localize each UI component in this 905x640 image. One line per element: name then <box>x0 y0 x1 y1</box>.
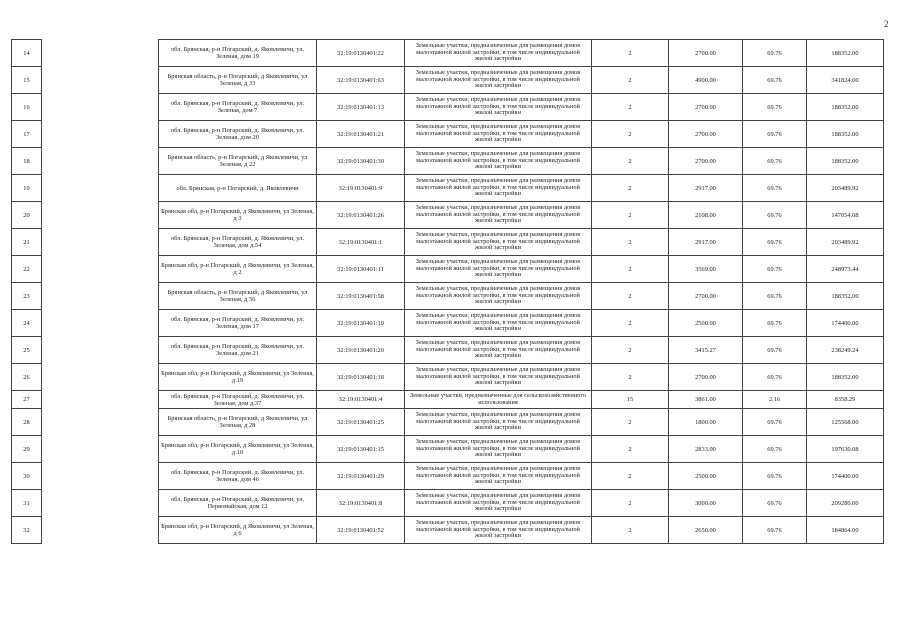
cadastral-number-cell: 32:19:0130401:4 <box>317 391 405 409</box>
land-use-cell: Земельные участки, предназначенные для размещения домов малоэтажной жилой застройки, в том числе индивидуальной жилой застройки <box>405 229 592 256</box>
address-cell: обл. Брянская, р-н Погарский, д. Яковлевичи, ул. Зеленая, дом д.54 <box>159 229 317 256</box>
address-cell: обл. Брянская, р-н Погарский, д. Яковлевичи, ул. Зеленая, дом 17 <box>159 310 317 337</box>
address-cell: обл. Брянская, р-н Погарский, д. Яковлевичи, ул. Зеленая, дом 20 <box>159 121 317 148</box>
blank-cell <box>42 40 159 67</box>
address-cell: обл. Брянская, р-н Погарский, д. Яковлевичи, ул. Зеленая, дом 7 <box>159 94 317 121</box>
cadastral-value-cell: 188352.00 <box>807 94 884 121</box>
blank-cell <box>42 229 159 256</box>
rate-cell: 69.76 <box>743 121 807 148</box>
area-cell: 2700.00 <box>669 148 743 175</box>
cadastral-number-cell: 32:19:0130401:1 <box>317 229 405 256</box>
land-plot-table <box>11 39 884 544</box>
row-number-cell: 31 <box>12 490 42 517</box>
cadastral-number-cell: 32:19:0130401:26 <box>317 202 405 229</box>
land-use-cell: Земельные участки, предназначенные для размещения домов малоэтажной жилой застройки, в том числе индивидуальной жилой застройки <box>405 436 592 463</box>
table-row <box>12 40 884 67</box>
use-code-cell: 2 <box>592 175 669 202</box>
use-code-cell: 2 <box>592 310 669 337</box>
use-code-cell: 2 <box>592 229 669 256</box>
use-code-cell: 2 <box>592 121 669 148</box>
use-code-cell: 2 <box>592 517 669 544</box>
cadastral-number-cell: 32:19:0130401:15 <box>317 436 405 463</box>
table-row <box>12 148 884 175</box>
blank-cell <box>42 490 159 517</box>
cadastral-value-cell: 174400.00 <box>807 310 884 337</box>
address-cell: обл. Брянская, р-н Погарский, д. Яковлевичи <box>159 175 317 202</box>
area-cell: 2917.00 <box>669 175 743 202</box>
table-row <box>12 409 884 436</box>
rate-cell: 69.76 <box>743 202 807 229</box>
rate-cell: 69.76 <box>743 175 807 202</box>
cadastral-value-cell: 188352.00 <box>807 148 884 175</box>
rate-cell: 69.76 <box>743 517 807 544</box>
table-row <box>12 256 884 283</box>
row-number-cell: 17 <box>12 121 42 148</box>
row-number-cell: 24 <box>12 310 42 337</box>
land-use-cell: Земельные участки, предназначенные для сельскохозяйственного использования <box>405 391 592 409</box>
area-cell: 2700.00 <box>669 364 743 391</box>
address-cell: Брянская обл, р-н Погарский, д Яковлевичи, ул Зеленая, д 19 <box>159 364 317 391</box>
blank-cell <box>42 94 159 121</box>
area-cell: 2700.00 <box>669 94 743 121</box>
area-cell: 2108.00 <box>669 202 743 229</box>
row-number-cell: 22 <box>12 256 42 283</box>
cadastral-number-cell: 32:19:0130401:29 <box>317 463 405 490</box>
cadastral-number-cell: 32:19:0130401:30 <box>317 148 405 175</box>
blank-cell <box>42 202 159 229</box>
rate-cell: 69.76 <box>743 283 807 310</box>
row-number-cell: 30 <box>12 463 42 490</box>
rate-cell: 69.76 <box>743 256 807 283</box>
cadastral-value-cell: 203489.92 <box>807 229 884 256</box>
address-cell: Брянская обл, р-н Погарский, д Яковлевичи, ул Зеленая, д 3 <box>159 202 317 229</box>
use-code-cell: 2 <box>592 202 669 229</box>
area-cell: 3861.00 <box>669 391 743 409</box>
row-number-cell: 32 <box>12 517 42 544</box>
address-cell: Брянская обл, р-н Погарский, д Яковлевичи, ул Зеленая, д 10 <box>159 436 317 463</box>
address-cell: обл. Брянская, р-н Погарский, д. Яковлевичи, ул. Зеленая, дом 19 <box>159 40 317 67</box>
address-cell: Брянская область, р-н Погарский, д Яковлевичи, ул Зеленая, д 56 <box>159 283 317 310</box>
cadastral-number-cell: 32:19:0130401:22 <box>317 40 405 67</box>
cadastral-number-cell: 32:19:0130401:8 <box>317 490 405 517</box>
cadastral-value-cell: 184864.00 <box>807 517 884 544</box>
use-code-cell: 2 <box>592 94 669 121</box>
blank-cell <box>42 310 159 337</box>
area-cell: 3415.27 <box>669 337 743 364</box>
address-cell: Брянская обл, р-н Погарский, д Яковлевичи, ул Зеленая, д 2 <box>159 256 317 283</box>
table-row <box>12 67 884 94</box>
rate-cell: 69.76 <box>743 463 807 490</box>
cadastral-number-cell: 32:19:0130401:20 <box>317 337 405 364</box>
cadastral-number-cell: 32:19:0130401:19 <box>317 310 405 337</box>
area-cell: 1800.00 <box>669 409 743 436</box>
rate-cell: 69.76 <box>743 337 807 364</box>
table-row <box>12 436 884 463</box>
cadastral-number-cell: 32:19:0130401:52 <box>317 517 405 544</box>
address-cell: обл. Брянская, р-н Погарский, д. Яковлевичи, ул. Зеленая, дом 21 <box>159 337 317 364</box>
row-number-cell: 16 <box>12 94 42 121</box>
cadastral-value-cell: 174400.00 <box>807 463 884 490</box>
cadastral-value-cell: 147054.08 <box>807 202 884 229</box>
use-code-cell: 2 <box>592 283 669 310</box>
row-number-cell: 21 <box>12 229 42 256</box>
area-cell: 2500.00 <box>669 463 743 490</box>
address-cell: обл. Брянская, р-н Погарский, д. Яковлевичи, ул. Первомайская, дом 12 <box>159 490 317 517</box>
address-cell: обл. Брянская, р-н Погарский, д. Яковлевичи, ул. Зеленая, дом д.37 <box>159 391 317 409</box>
rate-cell: 69.76 <box>743 490 807 517</box>
blank-cell <box>42 175 159 202</box>
land-use-cell: Земельные участки, предназначенные для размещения домов малоэтажной жилой застройки, в том числе индивидуальной жилой застройки <box>405 175 592 202</box>
rate-cell: 69.76 <box>743 364 807 391</box>
area-cell: 2700.00 <box>669 283 743 310</box>
address-cell: Брянская область, р-н Погарский, д Яковлевичи, ул Зеленая, д 33 <box>159 67 317 94</box>
table-row <box>12 202 884 229</box>
rate-cell: 69.76 <box>743 436 807 463</box>
rate-cell: 69.76 <box>743 40 807 67</box>
blank-cell <box>42 364 159 391</box>
row-number-cell: 20 <box>12 202 42 229</box>
table-row <box>12 337 884 364</box>
area-cell: 3569.00 <box>669 256 743 283</box>
blank-cell <box>42 67 159 94</box>
cadastral-value-cell: 209280.00 <box>807 490 884 517</box>
land-use-cell: Земельные участки, предназначенные для размещения домов малоэтажной жилой застройки, в том числе индивидуальной жилой застройки <box>405 94 592 121</box>
row-number-cell: 27 <box>12 391 42 409</box>
table-row <box>12 283 884 310</box>
area-cell: 2917.00 <box>669 229 743 256</box>
use-code-cell: 2 <box>592 67 669 94</box>
area-cell: 2500.00 <box>669 310 743 337</box>
cadastral-number-cell: 32:19:0130401:21 <box>317 121 405 148</box>
rate-cell: 69.76 <box>743 67 807 94</box>
land-use-cell: Земельные участки, предназначенные для размещения домов малоэтажной жилой застройки, в том числе индивидуальной жилой застройки <box>405 148 592 175</box>
area-cell: 3000.00 <box>669 490 743 517</box>
table-row <box>12 490 884 517</box>
cadastral-number-cell: 32:19:0130401:25 <box>317 409 405 436</box>
blank-cell <box>42 463 159 490</box>
cadastral-number-cell: 32:19:0130401:58 <box>317 283 405 310</box>
land-use-cell: Земельные участки, предназначенные для размещения домов малоэтажной жилой застройки, в том числе индивидуальной жилой застройки <box>405 310 592 337</box>
land-use-cell: Земельные участки, предназначенные для размещения домов малоэтажной жилой застройки, в том числе индивидуальной жилой застройки <box>405 364 592 391</box>
cadastral-value-cell: 203489.92 <box>807 175 884 202</box>
cadastral-value-cell: 248973.44 <box>807 256 884 283</box>
address-cell: Брянская область, р-н Погарский, д Яковлевичи, ул Зеленая, д 22 <box>159 148 317 175</box>
rate-cell: 69.76 <box>743 310 807 337</box>
rate-cell: 69.76 <box>743 148 807 175</box>
table-row <box>12 391 884 409</box>
land-use-cell: Земельные участки, предназначенные для размещения домов малоэтажной жилой застройки, в том числе индивидуальной жилой застройки <box>405 409 592 436</box>
use-code-cell: 15 <box>592 391 669 409</box>
use-code-cell: 2 <box>592 148 669 175</box>
table-body <box>12 40 884 544</box>
area-cell: 2700.00 <box>669 40 743 67</box>
cadastral-number-cell: 32:19:0130401:18 <box>317 364 405 391</box>
blank-cell <box>42 517 159 544</box>
use-code-cell: 2 <box>592 436 669 463</box>
cadastral-value-cell: 188352.00 <box>807 283 884 310</box>
cadastral-number-cell: 32:19:0130401:13 <box>317 94 405 121</box>
rate-cell: 69.76 <box>743 409 807 436</box>
row-number-cell: 14 <box>12 40 42 67</box>
table-row <box>12 94 884 121</box>
use-code-cell: 2 <box>592 409 669 436</box>
row-number-cell: 28 <box>12 409 42 436</box>
address-cell: Брянская область, р-н Погарский, д Яковлевичи, ул Зеленая, д 28 <box>159 409 317 436</box>
blank-cell <box>42 391 159 409</box>
row-number-cell: 25 <box>12 337 42 364</box>
page-number: 2 <box>884 19 889 29</box>
land-use-cell: Земельные участки, предназначенные для размещения домов малоэтажной жилой застройки, в том числе индивидуальной жилой застройки <box>405 283 592 310</box>
cadastral-value-cell: 197630.08 <box>807 436 884 463</box>
land-use-cell: Земельные участки, предназначенные для размещения домов малоэтажной жилой застройки, в том числе индивидуальной жилой застройки <box>405 256 592 283</box>
cadastral-value-cell: 188352.00 <box>807 121 884 148</box>
land-use-cell: Земельные участки, предназначенные для размещения домов малоэтажной жилой застройки, в том числе индивидуальной жилой застройки <box>405 337 592 364</box>
row-number-cell: 15 <box>12 67 42 94</box>
cadastral-number-cell: 32:19:0130401:63 <box>317 67 405 94</box>
cadastral-value-cell: 188352.00 <box>807 40 884 67</box>
table-row <box>12 175 884 202</box>
cadastral-value-cell: 188352.00 <box>807 364 884 391</box>
area-cell: 2700.00 <box>669 121 743 148</box>
area-cell: 4900.00 <box>669 67 743 94</box>
use-code-cell: 2 <box>592 490 669 517</box>
blank-cell <box>42 121 159 148</box>
cadastral-number-cell: 32:19:0130401:11 <box>317 256 405 283</box>
table-row <box>12 364 884 391</box>
blank-cell <box>42 337 159 364</box>
rate-cell: 69.76 <box>743 94 807 121</box>
blank-cell <box>42 283 159 310</box>
table-row <box>12 310 884 337</box>
area-cell: 2650.00 <box>669 517 743 544</box>
land-use-cell: Земельные участки, предназначенные для размещения домов малоэтажной жилой застройки, в том числе индивидуальной жилой застройки <box>405 517 592 544</box>
row-number-cell: 23 <box>12 283 42 310</box>
cadastral-value-cell: 238249.24 <box>807 337 884 364</box>
land-use-cell: Земельные участки, предназначенные для размещения домов малоэтажной жилой застройки, в том числе индивидуальной жилой застройки <box>405 490 592 517</box>
cadastral-value-cell: 341824.00 <box>807 67 884 94</box>
table-row <box>12 463 884 490</box>
table-row <box>12 121 884 148</box>
use-code-cell: 2 <box>592 337 669 364</box>
row-number-cell: 18 <box>12 148 42 175</box>
address-cell: обл. Брянская, р-н Погарский, д. Яковлевичи, ул. Зеленая, дом 46 <box>159 463 317 490</box>
row-number-cell: 26 <box>12 364 42 391</box>
blank-cell <box>42 256 159 283</box>
rate-cell: 69.76 <box>743 229 807 256</box>
address-cell: Брянская обл, р-н Погарский, д Яковлевичи, ул Зеленая, д 6 <box>159 517 317 544</box>
area-cell: 2833.00 <box>669 436 743 463</box>
rate-cell: 2.16 <box>743 391 807 409</box>
table-row <box>12 229 884 256</box>
cadastral-value-cell: 125568.00 <box>807 409 884 436</box>
use-code-cell: 2 <box>592 364 669 391</box>
row-number-cell: 19 <box>12 175 42 202</box>
blank-cell <box>42 409 159 436</box>
land-use-cell: Земельные участки, предназначенные для размещения домов малоэтажной жилой застройки, в том числе индивидуальной жилой застройки <box>405 67 592 94</box>
use-code-cell: 2 <box>592 463 669 490</box>
row-number-cell: 29 <box>12 436 42 463</box>
land-use-cell: Земельные участки, предназначенные для размещения домов малоэтажной жилой застройки, в том числе индивидуальной жилой застройки <box>405 40 592 67</box>
land-use-cell: Земельные участки, предназначенные для размещения домов малоэтажной жилой застройки, в том числе индивидуальной жилой застройки <box>405 463 592 490</box>
cadastral-value-cell: 8358.29 <box>807 391 884 409</box>
blank-cell <box>42 148 159 175</box>
use-code-cell: 2 <box>592 40 669 67</box>
land-use-cell: Земельные участки, предназначенные для размещения домов малоэтажной жилой застройки, в том числе индивидуальной жилой застройки <box>405 121 592 148</box>
use-code-cell: 2 <box>592 256 669 283</box>
blank-cell <box>42 436 159 463</box>
cadastral-number-cell: 32:19:0130401:9 <box>317 175 405 202</box>
table-row <box>12 517 884 544</box>
land-use-cell: Земельные участки, предназначенные для размещения домов малоэтажной жилой застройки, в том числе индивидуальной жилой застройки <box>405 202 592 229</box>
